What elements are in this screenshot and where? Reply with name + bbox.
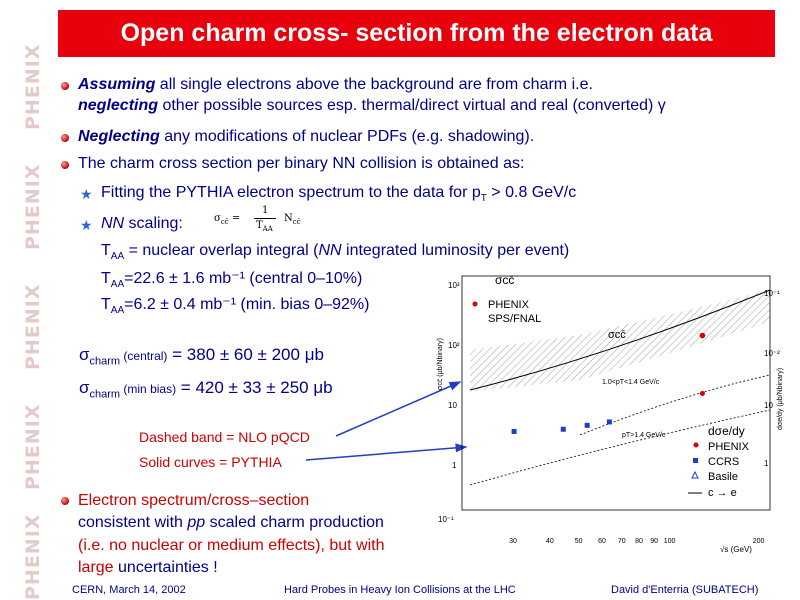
x-tick-label: 200 [752, 538, 765, 545]
conclusion-line2: consistent with pp scaled charm production [78, 514, 384, 531]
legend-ccrs: CCRS [708, 456, 740, 468]
x-tick-label: 70 [617, 538, 626, 545]
note-solid-curves: Solid curves = PYTHIA [139, 454, 282, 470]
watermark-text: PHENIX [22, 403, 44, 490]
y-tick-right: 10⁻² [764, 349, 780, 358]
assuming-text: all single electrons above the background are from charm i.e. [155, 76, 593, 93]
bullet-charm-xsec: The charm cross section per binary NN collision is obtained as: [78, 155, 525, 172]
legend-marker-ccrs [693, 458, 698, 463]
taa-central: $T_{AA}=22.6 \pm 1.6$ mb⁻¹ (central 0–10%) [101, 270, 363, 291]
neglecting-word: neglecting [78, 97, 159, 114]
legend-phenix-top: PHENIX [488, 299, 529, 311]
x-tick-label: 60 [598, 538, 606, 545]
ccrs-point [607, 419, 612, 424]
formula-numerator: 1 [262, 205, 269, 216]
footer-date: CERN, March 14, 2002 [72, 584, 186, 596]
annot-pt-low: 1.0<pT<1.4 GeV/c [602, 379, 660, 386]
bullet-icon [61, 497, 69, 505]
y-tick-left: 10⁻¹ [438, 515, 454, 524]
legend-marker-phenix-e [694, 443, 699, 448]
watermark-text: PHENIX [22, 283, 44, 370]
x-tick-label: 50 [574, 538, 583, 545]
x-tick-label: 40 [546, 538, 554, 545]
neglecting-word-2: Neglecting [78, 128, 160, 145]
fit-post: > 0.8 GeV/c [486, 184, 577, 201]
pdf-text: any modifications of nuclear PDFs (e.g. shadowing). [159, 128, 535, 145]
watermark-text: PHENIX [22, 513, 44, 600]
result-minbias: $\sigma_{charm}$ (min bias) = 420 ± 33 ± 250 μb [79, 378, 333, 401]
taa-definition: $T_{AA}$ = nuclear overlap integral (NN integrated luminosity per event) [101, 242, 570, 263]
formula-denominator: $T_{AA}$ [256, 220, 273, 233]
x-tick-label: 30 [509, 538, 517, 545]
y-tick-left: 10² [448, 341, 460, 350]
y-tick-left: 10 [448, 401, 457, 410]
note-dashed-band: Dashed band = NLO pQCD [139, 429, 310, 445]
footer-author: David d'Enterria (SUBATECH) [611, 584, 759, 596]
legend-bottom-title: dσe/dy [708, 424, 745, 438]
slide-title: Open charm cross- section from the electron data [58, 10, 775, 57]
x-tick-label: 90 [650, 538, 658, 545]
ccrs-point [585, 423, 590, 428]
x-tick-label: 100 [663, 538, 676, 545]
ccrs-point [561, 427, 566, 432]
y-tick-right: 10 [764, 401, 773, 410]
chart-title: σcc̄ [495, 273, 515, 287]
legend-basile: Basile [708, 471, 738, 483]
watermark-text: PHENIX [22, 43, 44, 130]
annot-sigma: σcc̄ [608, 329, 626, 341]
y-tick-left: 1 [452, 461, 457, 470]
x-tick-labels [509, 538, 764, 545]
x-tick-label: 80 [635, 538, 643, 545]
phenix-electron-point [700, 391, 705, 396]
legend-sps: SPS/FNAL [488, 313, 542, 325]
y-tick-right: 10⁻¹ [764, 289, 780, 298]
nn-word: NN [101, 215, 125, 232]
y-axis-label-right: dσe/dy (μb/Nbinary) [777, 367, 784, 430]
ccrs-point [512, 429, 517, 434]
formula-n: $N_{cc̄}$ [284, 213, 301, 226]
neglecting-text: other possible sources esp. thermal/direct virtual and real (converted) γ [158, 97, 666, 114]
legend-phenix-e: PHENIX [708, 441, 749, 453]
y-axis-label-left: σcc̄ (μb/Nbinary) [437, 338, 444, 390]
star-icon: ★ [80, 186, 93, 202]
watermark-text: PHENIX [22, 163, 44, 250]
formula-lhs: $\sigma_{cc̄}$ = [214, 213, 241, 226]
result-central: $\sigma_{charm}$ (central) = 380 ± 60 ± 200 μb [79, 345, 324, 368]
assuming-word: Assuming [78, 76, 156, 93]
legend-ce: c → e [708, 487, 737, 499]
phenix-sigma-point [700, 333, 706, 339]
scaling-word: scaling: [124, 215, 183, 232]
star-icon: ★ [80, 217, 93, 233]
conclusion-line4: large uncertainties ! [78, 559, 218, 576]
conclusion-line3: (i.e. no nuclear or medium effects), but with [78, 537, 385, 554]
legend-marker-phenix [473, 302, 478, 307]
charm-cross-section-plot [430, 260, 790, 580]
taa-minbias: $T_{AA}=6.2 \pm 0.4$ mb⁻¹ (min. bias 0–92%) [101, 296, 370, 317]
conclusion-line1: Electron spectrum/cross–section [78, 492, 310, 509]
x-axis-label: √s (GeV) [720, 545, 752, 554]
footer-conference: Hard Probes in Heavy Ion Collisions at the LHC [284, 584, 516, 596]
annot-pt-high: pT>1.4 GeV/c [622, 432, 666, 439]
y-tick-left: 10³ [448, 281, 460, 290]
y-tick-right: 1 [764, 459, 769, 468]
fit-sub: T [480, 193, 487, 205]
fit-text: Fitting the PYTHIA electron spectrum to the data for p [101, 184, 481, 201]
legend-marker-basile [692, 472, 698, 478]
